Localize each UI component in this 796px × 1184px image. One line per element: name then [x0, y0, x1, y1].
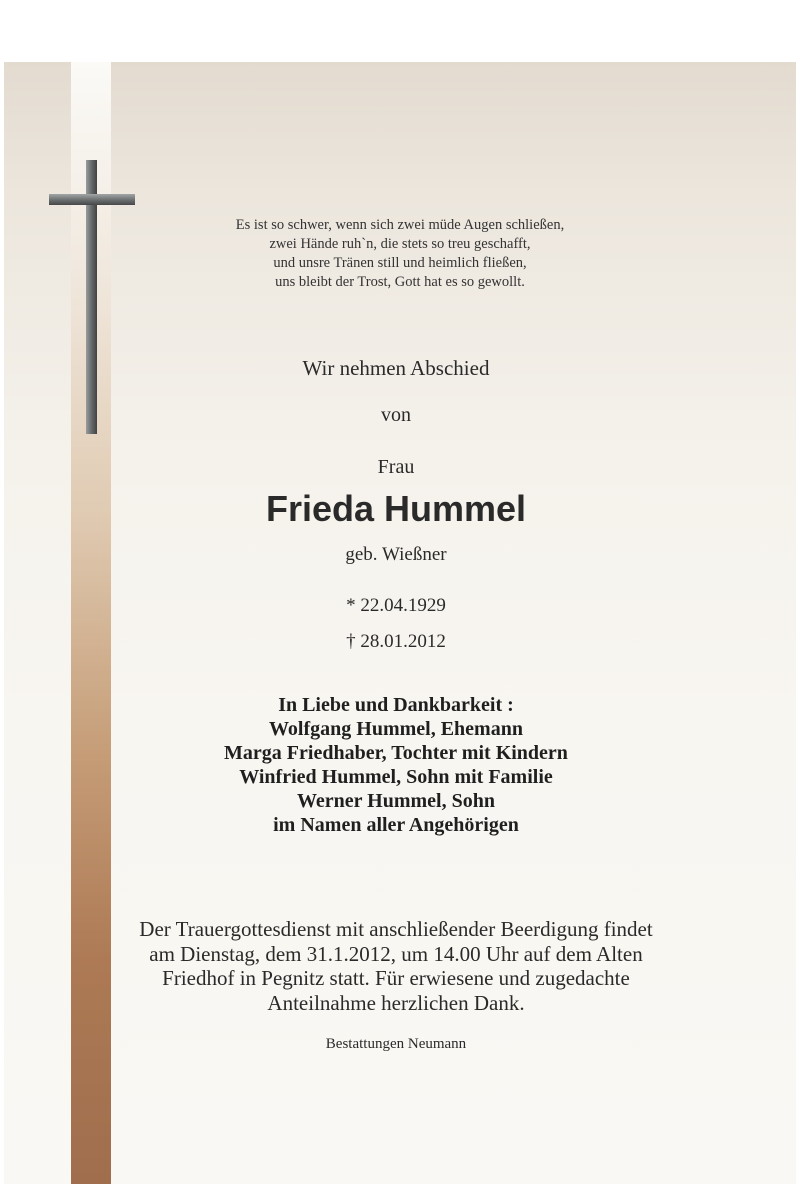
funeral-notice	[0, 917, 792, 1015]
birth-name: geb. Wießner	[345, 544, 447, 565]
undertaker: Bestattungen Neumann	[325, 1036, 467, 1052]
verse	[4, 216, 796, 292]
mourners-list	[0, 693, 792, 837]
verse-line: Es ist so schwer, wenn sich zwei müde Augen schließen,	[235, 217, 565, 233]
intro-text: Wir nehmen Abschied	[302, 356, 490, 380]
mourner: Winfried Hummel, Sohn mit Familie	[239, 766, 553, 788]
notice-line: Anteilnahme herzlichen Dank.	[267, 990, 525, 1015]
notice-line: am Dienstag, dem 31.1.2012, um 14.00 Uhr auf dem Alten	[149, 941, 643, 966]
mourner: Werner Hummel, Sohn	[297, 790, 495, 812]
death-date: † 28.01.2012	[346, 631, 446, 652]
salutation: Frau	[377, 456, 415, 478]
verse-line: uns bleibt der Trost, Gott hat es so gewollt.	[275, 274, 525, 290]
obituary-card	[4, 62, 796, 1184]
von-text: von	[381, 404, 411, 426]
deceased-name: Frieda Hummel	[265, 488, 527, 529]
notice-line: Friedhof in Pegnitz statt. Für erwiesene und zugedachte	[162, 966, 630, 990]
verse-line: zwei Hände ruh`n, die stets so treu geschafft,	[269, 236, 531, 252]
notice-line: Der Trauergottesdienst mit anschließender Beerdigung findet	[139, 917, 653, 941]
mourner: im Namen aller Angehörigen	[273, 814, 519, 836]
cross-icon	[48, 158, 138, 438]
verse-line: und unsre Tränen still und heimlich fließen,	[273, 255, 527, 271]
mourner: Marga Friedhaber, Tochter mit Kindern	[224, 742, 568, 764]
mourners-heading: In Liebe und Dankbarkeit :	[278, 694, 514, 716]
birth-date: * 22.04.1929	[346, 595, 446, 616]
mourner: Wolfgang Hummel, Ehemann	[269, 718, 523, 740]
